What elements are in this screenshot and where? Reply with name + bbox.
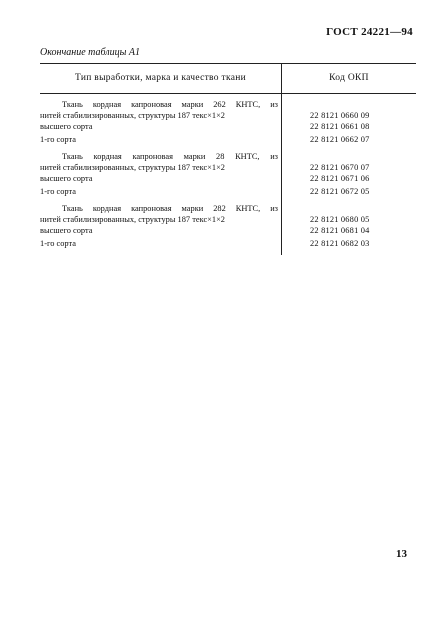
description-line: Ткань кордная капроновая марки 282 КНТС, из <box>62 204 278 213</box>
description-line: высшего сорта <box>40 174 93 183</box>
okp-code: 22 8121 0680 05 <box>310 215 370 224</box>
fabric-description <box>40 186 278 197</box>
okp-code: 22 8121 0662 07 <box>310 135 370 144</box>
fabric-description <box>40 225 278 236</box>
column-header-code: Код ОКП <box>329 73 369 83</box>
page-number: 13 <box>396 548 407 560</box>
description-line: 1-го сорта <box>40 187 76 196</box>
fabric-description <box>40 203 278 225</box>
column-header-name: Тип выработки, марка и качество ткани <box>75 73 246 83</box>
okp-code: 22 8121 0681 04 <box>310 226 370 235</box>
fabric-description <box>40 121 278 132</box>
okp-code: 22 8121 0682 03 <box>310 239 370 248</box>
fabric-description <box>40 99 278 121</box>
fabric-description <box>40 151 278 173</box>
okp-code: 22 8121 0660 09 <box>310 111 370 120</box>
standard-code: ГОСТ 24221—94 <box>326 26 413 38</box>
description-line: 1-го сорта <box>40 135 76 144</box>
description-line: 1-го сорта <box>40 239 76 248</box>
okp-code: 22 8121 0672 05 <box>310 187 370 196</box>
table-caption: Окончание таблицы А1 <box>40 47 141 58</box>
description-line: Ткань кордная капроновая марки 262 КНТС, из <box>62 100 278 109</box>
okp-code: 22 8121 0661 08 <box>310 122 370 131</box>
description-line: нитей стабилизированных, структуры 187 текс×1×2 <box>40 215 225 224</box>
description-line: высшего сорта <box>40 226 93 235</box>
description-line: нитей стабилизированных, структуры 187 текс×1×2 <box>40 163 225 172</box>
fabric-description <box>40 173 278 184</box>
description-line: высшего сорта <box>40 122 93 131</box>
okp-code: 22 8121 0671 06 <box>310 174 370 183</box>
description-line: Ткань кордная капроновая марки 28 КНТС, из <box>62 152 278 161</box>
header-rule <box>40 93 416 94</box>
okp-code: 22 8121 0670 07 <box>310 163 370 172</box>
okp-code-table <box>40 63 416 255</box>
fabric-description <box>40 134 278 145</box>
description-line: нитей стабилизированных, структуры 187 текс×1×2 <box>40 111 225 120</box>
fabric-description <box>40 238 278 249</box>
